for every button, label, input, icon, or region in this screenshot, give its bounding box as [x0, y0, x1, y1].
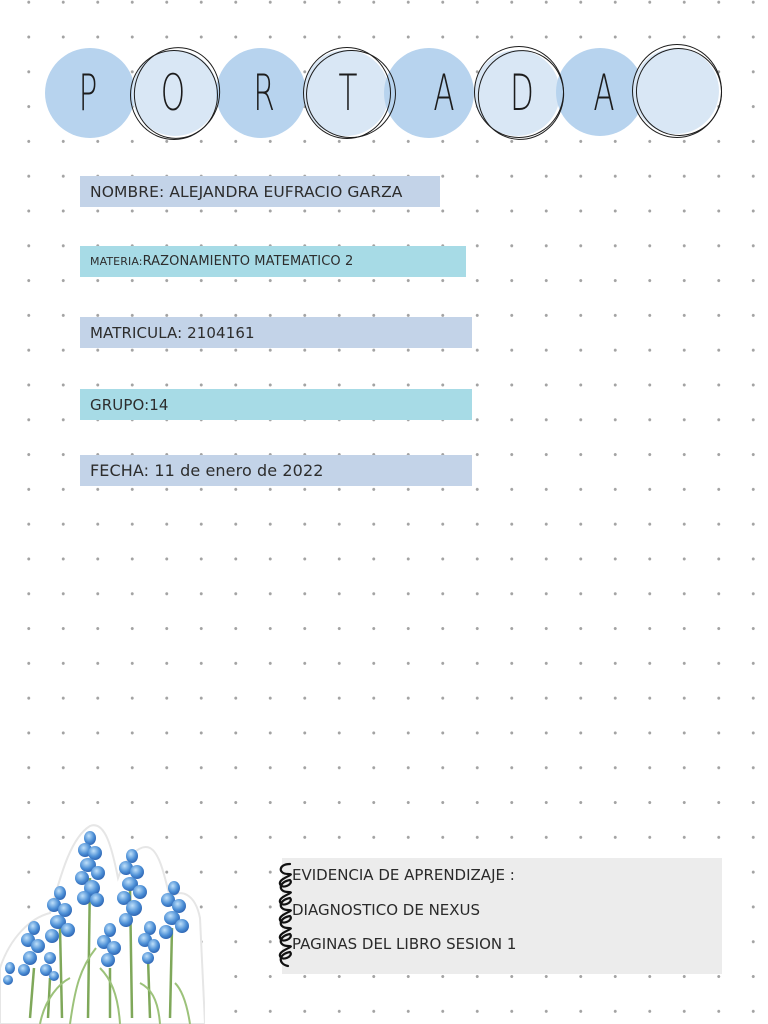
materia-field	[80, 246, 466, 277]
evidence-line: EVIDENCIA DE APRENDIZAJE :	[292, 866, 515, 884]
grupo-text: GRUPO:14	[90, 395, 169, 414]
matricula-field	[80, 317, 472, 348]
title-letter: A	[593, 64, 615, 122]
grupo-field	[80, 389, 472, 420]
materia-label: MATERIA:	[90, 255, 143, 268]
title-letter: R	[253, 64, 275, 122]
nombre-field	[80, 176, 440, 207]
evidence-line: PAGINAS DEL LIBRO SESION 1	[292, 935, 517, 953]
title-letter: D	[510, 64, 534, 122]
fecha-text: FECHA: 11 de enero de 2022	[90, 461, 324, 480]
page-title	[0, 0, 768, 150]
matricula-text: MATRICULA: 2104161	[90, 323, 255, 342]
flowers-icon	[0, 818, 205, 1024]
title-letter: O	[160, 64, 186, 122]
materia-text: RAZONAMIENTO MATEMATICO 2	[142, 254, 354, 269]
title-ring	[628, 40, 730, 144]
evidence-line: DIAGNOSTICO DE NEXUS	[292, 901, 481, 919]
title-letter: P	[78, 64, 98, 122]
nombre-text: NOMBRE: ALEJANDRA EUFRACIO GARZA	[90, 182, 403, 201]
title-letter: T	[338, 64, 358, 122]
title-letter: A	[433, 64, 455, 122]
fecha-field	[80, 455, 472, 486]
